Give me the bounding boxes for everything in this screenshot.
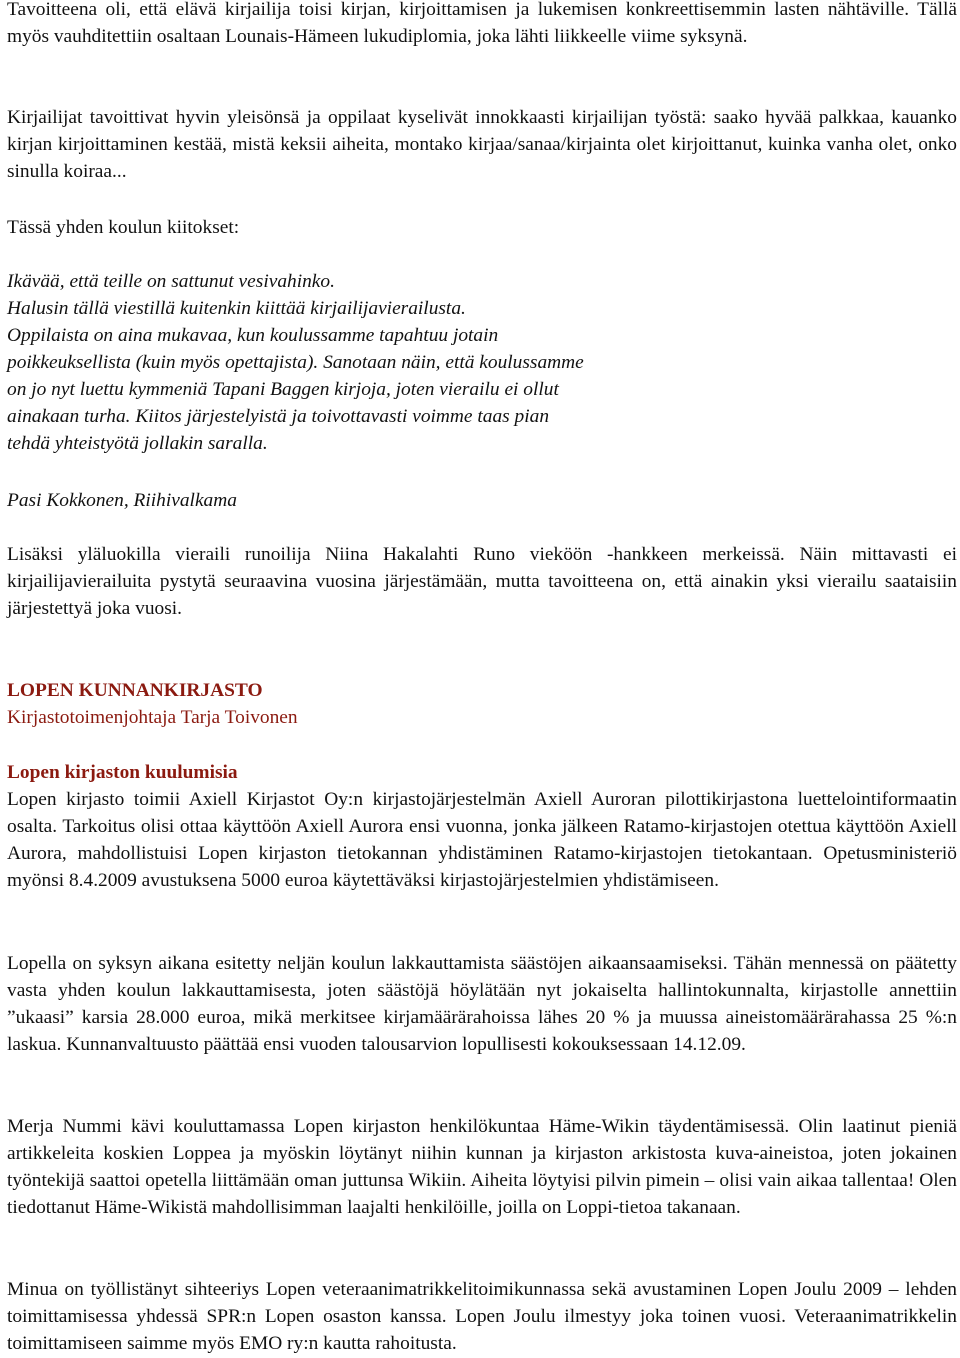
quote-line: Ikävää, että teille on sattunut vesivahinko. — [7, 271, 335, 292]
paragraph-thanks-intro: Tässä yhden koulun kiitokset: — [7, 217, 240, 238]
quote-line: Oppilaista on aina mukavaa, kun koulussamme tapahtuu jotain — [7, 325, 499, 346]
quote-line: on jo nyt luettu kymmeniä Tapani Baggen kirjoja, joten vierailu ei ollut — [7, 379, 559, 400]
quote-line: tehdä yhteistyötä jollakin saralla. — [7, 433, 268, 454]
paragraph-authors: Kirjailijat tavoittivat hyvin yleisönsä ja oppilaat kyselivät innokkaasti kirjailijan työstä: saako hyvää palkkaa, kauanko kirjan kirjoittaminen kestää, mistä keksii aiheita, montako kirjaa/sanaa/kirjainta olet kirjoittanut, kuinka vanha olet, onko sinulla koiraa... — [7, 107, 957, 182]
section-author: Kirjastotoimenjohtaja Tarja Toivonen — [7, 707, 298, 728]
subsection-title: Lopen kirjaston kuulumisia — [7, 762, 238, 783]
paragraph-joulu: Minua on työllistänyt sihteeriys Lopen veteraanimatrikkelitoimikunnassa sekä avustaminen Lopen Joulu 2009 – lehden toimittamisessa yhdessä SPR:n Lopen osaston kanssa. Lopen Joulu ilmestyy joka toinen vuosi. Veteraanimatrikkelin toimittamiseen saimme myös EMO ry:n kautta rahoitusta. — [7, 1279, 957, 1354]
quote-line: ainakaan turha. Kiitos järjestelyistä ja toivottavasti voimme taas pian — [7, 406, 550, 427]
paragraph-poet: Lisäksi yläluokilla vieraili runoilija Niina Hakalahti Runo vieköön -hankkeen merkeissä. Näin mittavasti ei kirjailijavierailuita pystytä seuraavina vuosina järjestämään, mutta tavoitteena on, että ainakin yksi vierailu saataisiin järjestettyä joka vuosi. — [7, 544, 957, 619]
paragraph-intro: Tavoitteena oli, että elävä kirjailija toisi kirjan, kirjoittamisen ja lukemisen konkreettisemmin lasten nähtäville. Tällä myös vauhditettiin osaltaan Lounais-Hämeen lukudiplomia, joka lähti liikkeelle viime syksynä. — [7, 0, 957, 47]
thanks-quote — [7, 268, 957, 457]
section-title: LOPEN KUNNANKIRJASTO — [7, 680, 263, 701]
quote-line: Halusin tällä viestillä kuitenkin kiittää kirjailijavierailusta. — [7, 298, 466, 319]
paragraph-axiell: Lopen kirjasto toimii Axiell Kirjastot Oy:n kirjastojärjestelmän Axiell Auroran pilottikirjastona luettelointiformaatin osalta. Tarkoitus olisi ottaa käyttöön Axiell Aurora ensi vuonna, jonka jälkeen Ratamo-kirjastojen otettua käyttöön Axiell Aurora, mahdollistuisi Lopen kirjaston tietokannan yhdistäminen Ratamo-kirjastojen tietokantaan. Opetusministeriö myönsi 8.4.2009 avustuksena 5000 euroa käytettäväksi kirjastojärjestelmien yhdistämiseen. — [7, 789, 957, 891]
paragraph-schools: Lopella on syksyn aikana esitetty neljän koulun lakkauttamista säästöjen aikaansaamiseksi. Tähän mennessä on päätetty vasta yhden koulun lakkauttamisesta, joten säästöjä höylätään nyt jokaiselta hallintokunnalta, kirjastolle annettiin ”ukaasi” karsia 28.000 euroa, mikä merkitsee kirjamäärärahoissa lähes 20 % ja muussa aineistomäärärahassa 25 %:n laskua. Kunnanvaltuusto päättää ensi vuoden talousarvion lopullisesti kokouksessaan 14.12.09. — [7, 953, 957, 1055]
paragraph-wiki: Merja Nummi kävi kouluttamassa Lopen kirjaston henkilökuntaa Häme-Wikin täydentämisessä. Olin laatinut pieniä artikkeleita koskien Loppea ja myöskin löytänyt niihin kunnan ja kirjaston arkistosta kuva-aineistoa, joten jokainen työntekijä saattoi opetella liittämään oman juttunsa Wikiin. Aiheita löytyisi pilvin pimein – olisi vain aikaa tallentaa! Olen tiedottanut Häme-Wikistä mahdollisimman laajalti henkilöille, joilla on Loppi-tietoa takanaan. — [7, 1116, 957, 1218]
quote-line: poikkeuksellista (kuin myös opettajista). Sanotaan näin, että koulussamme — [7, 352, 584, 373]
quote-signature: Pasi Kokkonen, Riihivalkama — [7, 490, 237, 511]
